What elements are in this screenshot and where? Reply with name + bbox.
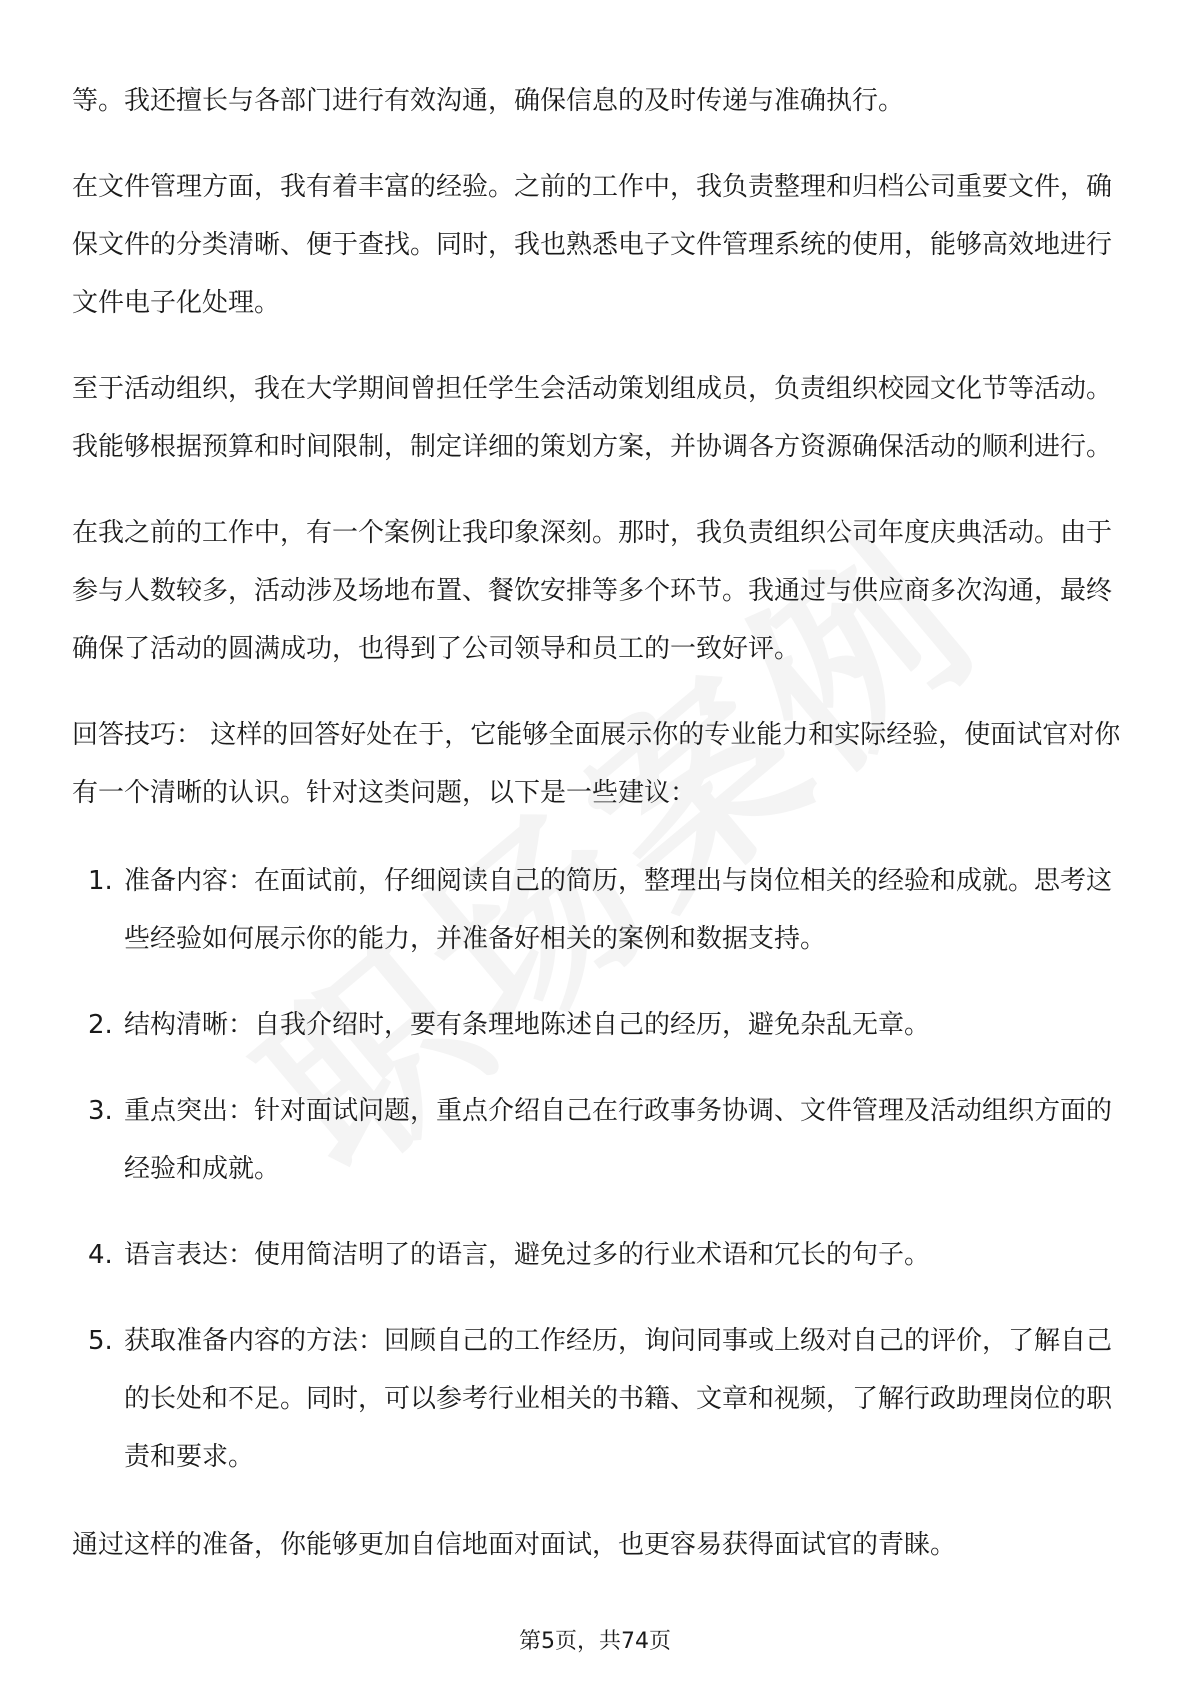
list-number: 5.	[88, 1326, 113, 1356]
page-number-footer: 第5页，共74页	[519, 1629, 671, 1654]
paragraph-closing: 通过这样的准备，你能够更加自信地面对面试，也更容易获得面试官的青睐。	[72, 1530, 957, 1560]
paragraph-communication: 等。我还擅长与各部门进行有效沟通，确保信息的及时传递与准确执行。	[72, 86, 905, 116]
paragraph-event-organization: 至于活动组织，我在大学期间曾担任学生会活动策划组成员，负责组织校园文化节等活动。我能够根据预算和时间限制，制定详细的策划方案，并协调各方资源确保活动的顺利进行。	[72, 374, 1113, 462]
list-item	[72, 996, 1122, 1054]
list-item-text: 语言表达：使用简洁明了的语言，避免过多的行业术语和冗长的句子。	[124, 1240, 931, 1270]
list-item-text: 结构清晰：自我介绍时，要有条理地陈述自己的经历，避免杂乱无章。	[124, 1010, 931, 1040]
document-body	[72, 72, 1122, 1574]
list-item	[72, 1312, 1122, 1486]
list-item-text: 重点突出：针对面试问题，重点介绍自己在行政事务协调、文件管理及活动组织方面的经验和成就。	[124, 1096, 1113, 1184]
paragraph-file-management: 在文件管理方面，我有着丰富的经验。之前的工作中，我负责整理和归档公司重要文件，确保文件的分类清晰、便于查找。同时，我也熟悉电子文件管理系统的使用，能够高效地进行文件电子化处理。	[72, 172, 1113, 318]
list-item	[72, 1082, 1122, 1198]
list-item-text: 获取准备内容的方法：回顾自己的工作经历，询问同事或上级对自己的评价，了解自己的长处和不足。同时，可以参考行业相关的书籍、文章和视频，了解行政助理岗位的职责和要求。	[124, 1326, 1113, 1472]
tips-list	[72, 852, 1122, 1486]
paragraph-answer-tips: 回答技巧： 这样的回答好处在于，它能够全面展示你的专业能力和实际经验，使面试官对你有一个清晰的认识。针对这类问题，以下是一些建议：	[72, 720, 1121, 808]
list-number: 1.	[88, 866, 113, 896]
list-number: 4.	[88, 1240, 113, 1270]
list-number: 2.	[88, 1010, 113, 1040]
list-item	[72, 1226, 1122, 1284]
paragraph-case-example: 在我之前的工作中，有一个案例让我印象深刻。那时，我负责组织公司年度庆典活动。由于参与人数较多，活动涉及场地布置、餐饮安排等多个环节。我通过与供应商多次沟通，最终确保了活动的圆满成功，也得到了公司领导和员工的一致好评。	[72, 518, 1113, 664]
list-item	[72, 852, 1122, 968]
list-number: 3.	[88, 1096, 113, 1126]
list-item-text: 准备内容：在面试前，仔细阅读自己的简历，整理出与岗位相关的经验和成就。思考这些经验如何展示你的能力，并准备好相关的案例和数据支持。	[124, 866, 1113, 954]
